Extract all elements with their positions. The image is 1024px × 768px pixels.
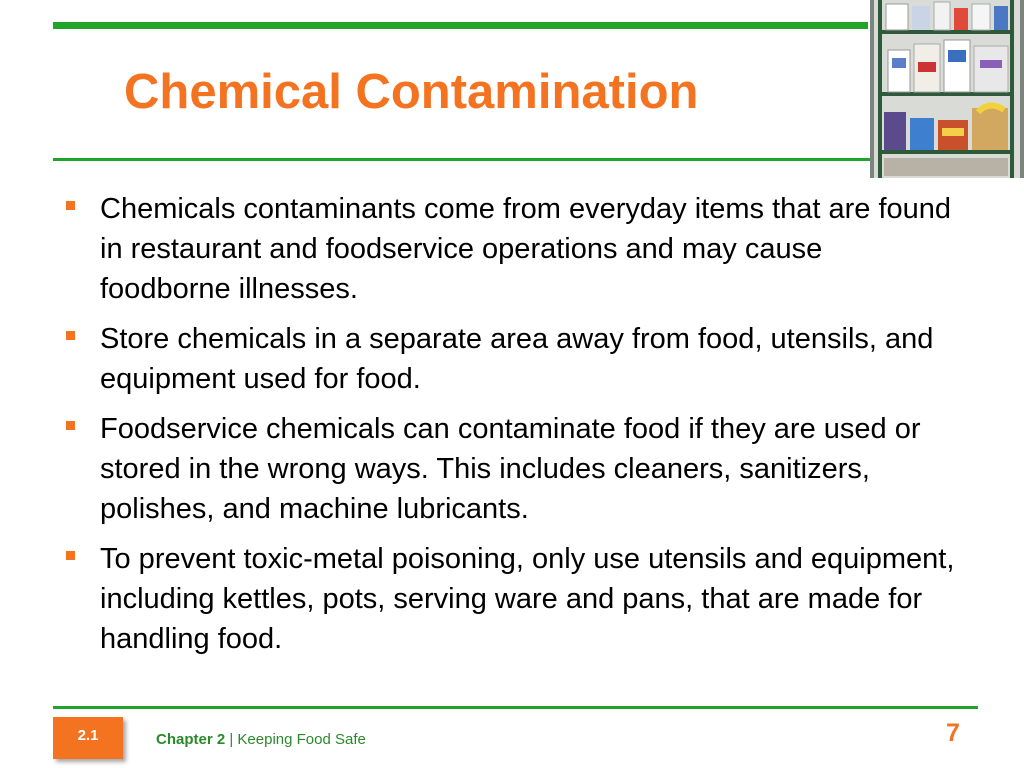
footer-chapter [156,731,366,748]
page-number: 7 [946,719,960,747]
bullet-text: Store chemicals in a separate area away from food, utensils, and equipment used for food. [100,323,934,395]
chapter-label: Chapter 2 [156,731,226,748]
bullet-text: Chemicals contaminants come from everyday items that are found in restaurant and foodservice operations and may cause foodborne illnesses. [100,193,952,305]
chapter-title: Keeping Food Safe [237,731,366,748]
square-bullet-icon [66,421,75,430]
title-divider [53,158,871,161]
bullet-text: Foodservice chemicals can contaminate food if they are used or stored in the wrong ways. This includes cleaners, sanitizers, polishes, and machine lubricants. [100,413,921,525]
list-item [60,319,960,399]
top-divider [53,22,868,29]
section-badge [53,717,123,759]
section-number: 2.1 [77,727,99,744]
footer-separator: | [225,731,238,748]
list-item [60,189,960,309]
square-bullet-icon [66,201,75,210]
slide-title: Chemical Contamination [124,65,699,119]
bullet-text: To prevent toxic-metal poisoning, only use utensils and equipment, including kettles, pots, serving ware and pans, that are made for handling food. [100,543,955,655]
footer-divider [53,706,978,709]
square-bullet-icon [66,331,75,340]
bullet-list [60,189,960,669]
square-bullet-icon [66,551,75,560]
list-item [60,409,960,529]
list-item [60,539,960,659]
storage-shelf-photo [870,0,1024,178]
